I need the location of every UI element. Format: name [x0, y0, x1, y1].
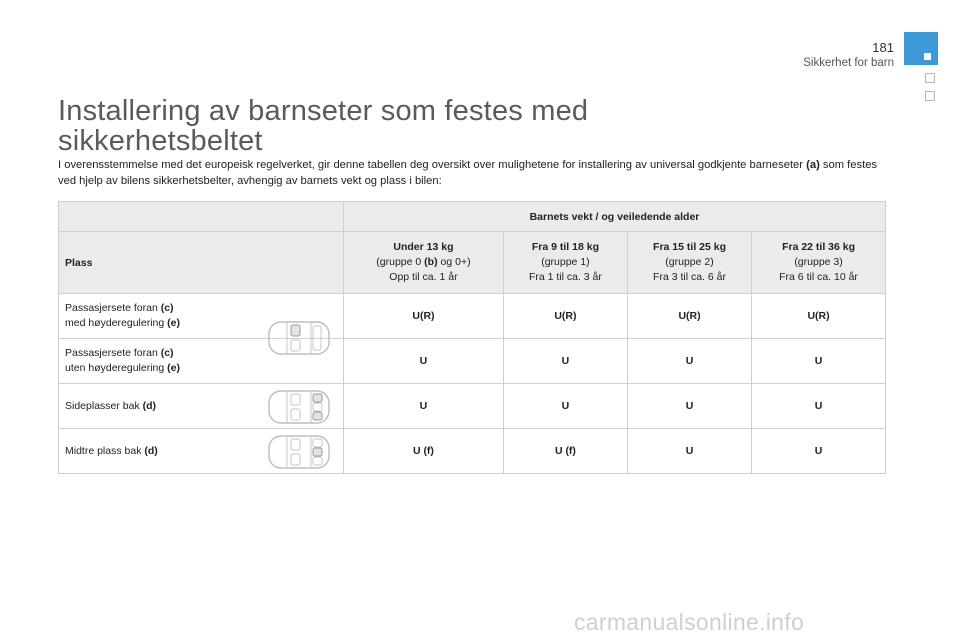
cell-1-0: U	[344, 339, 504, 384]
row-label-2: Sideplasser bak (d)	[59, 384, 344, 429]
row-label-3: Midtre plass bak (d)	[59, 429, 344, 474]
car-rear-side-seats-icon	[267, 385, 335, 429]
watermark: carmanualsonline.info	[574, 609, 805, 635]
cell-0-2: U(R)	[627, 294, 751, 339]
col-header-0: Under 13 kg (gruppe 0 (b) og 0+) Opp til ca. 1 år	[344, 232, 504, 294]
table-row	[59, 294, 886, 339]
table-row	[59, 339, 886, 384]
cell-0-0: U(R)	[344, 294, 504, 339]
row-label-0: Passasjersete foran (c) med høyderegulering (e)	[59, 294, 344, 339]
cell-3-0: U (f)	[344, 429, 504, 474]
cell-0-3: U(R)	[752, 294, 886, 339]
row-label-1: Passasjersete foran (c) uten høyderegulering (e)	[59, 339, 344, 384]
child-seat-table	[58, 201, 886, 474]
chapter-tab[interactable]	[904, 32, 938, 65]
table-row	[59, 384, 886, 429]
cell-3-3: U	[752, 429, 886, 474]
section-title: Sikkerhet for barn	[803, 57, 894, 69]
table-corner	[59, 202, 344, 232]
col-header-2: Fra 15 til 25 kg (gruppe 2) Fra 3 til ca. 6 år	[627, 232, 751, 294]
col-header-1: Fra 9 til 18 kg (gruppe 1) Fra 1 til ca. 3 år	[503, 232, 627, 294]
cell-0-1: U(R)	[503, 294, 627, 339]
table-row	[59, 429, 886, 474]
group-header: Barnets vekt / og veiledende alder	[344, 202, 886, 232]
mark-a: (a)	[806, 159, 820, 171]
cell-1-1: U	[503, 339, 627, 384]
page-title: Installering av barnseter som festes med sikkerhetsbeltet	[58, 95, 589, 157]
cell-1-3: U	[752, 339, 886, 384]
cell-2-3: U	[752, 384, 886, 429]
chapter-tab-empty-1[interactable]	[925, 73, 935, 83]
cell-1-2: U	[627, 339, 751, 384]
car-front-seat-icon	[267, 316, 335, 360]
cell-2-2: U	[627, 384, 751, 429]
cell-3-2: U	[627, 429, 751, 474]
page-number: 181	[872, 40, 894, 55]
intro-paragraph: I overensstemmelse med det europeisk regelverket, gir denne tabellen deg oversikt over mulighetene for installering av universal godkjente barneseter (a) som festes ved hjelp av bilens sikkerhetsbelter, avhengig av barnets vekt og plass i bilen:	[58, 159, 878, 187]
cell-2-1: U	[503, 384, 627, 429]
place-header: Plass	[59, 232, 344, 294]
col-header-3: Fra 22 til 36 kg (gruppe 3) Fra 6 til ca. 10 år	[752, 232, 886, 294]
car-rear-middle-seat-icon	[267, 430, 335, 474]
chapter-tab-empty-2[interactable]	[925, 91, 935, 101]
cell-2-0: U	[344, 384, 504, 429]
cell-3-1: U (f)	[503, 429, 627, 474]
